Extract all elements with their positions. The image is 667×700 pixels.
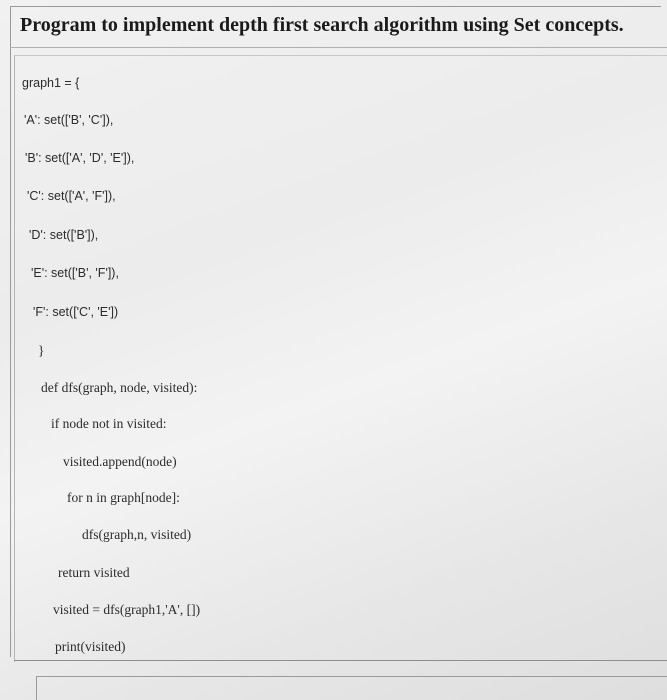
code-line: 'B': set(['A', 'D', 'E']), xyxy=(25,151,135,165)
code-line: 'A': set(['B', 'C']), xyxy=(24,113,114,127)
code-line: visited = dfs(graph1,'A', []) xyxy=(53,602,201,617)
code-line: print(visited) xyxy=(55,639,126,654)
code-line: visited.append(node) xyxy=(63,454,177,469)
document-title: Program to implement depth first search algorithm using Set concepts. xyxy=(20,14,624,36)
code-line: } xyxy=(38,343,45,358)
code-line: dfs(graph,n, visited) xyxy=(82,527,192,542)
code-line: for n in graph[node]: xyxy=(67,490,180,505)
code-line: if node not in visited: xyxy=(51,416,167,431)
next-cell-border-left xyxy=(36,676,37,700)
code-line: return visited xyxy=(58,565,130,580)
code-line: graph1 = { xyxy=(22,76,80,90)
next-cell-border xyxy=(36,676,667,677)
code-line: 'E': set(['B', 'F']), xyxy=(31,266,119,280)
title-divider xyxy=(10,47,667,48)
bottom-divider xyxy=(14,660,667,661)
code-line: 'C': set(['A', 'F']), xyxy=(27,189,116,203)
code-line: 'D': set(['B']), xyxy=(29,228,99,242)
code-line: 'F': set(['C', 'E']) xyxy=(33,305,119,319)
code-line: def dfs(graph, node, visited): xyxy=(41,380,198,395)
